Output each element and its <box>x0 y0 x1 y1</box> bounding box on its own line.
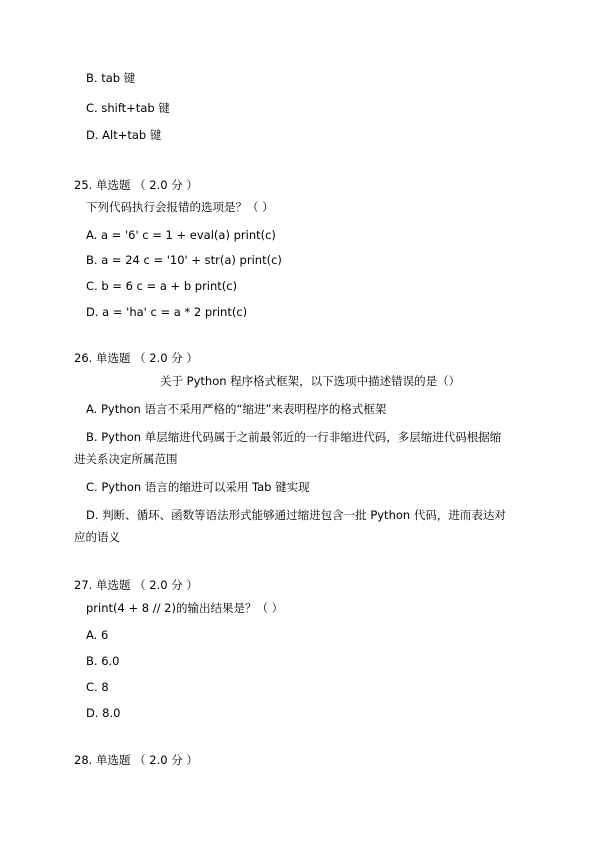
q27-stem: print(4 + 8 // 2)的输出结果是？（ ） <box>86 601 284 615</box>
q26-header: 26. 单选题 （ 2.0 分 ） <box>74 351 198 365</box>
q26-stem: 关于 Python 程序格式框架，以下选项中描述错误的是（） <box>160 374 461 388</box>
q25-option-d[interactable]: D. a = 'ha' c = a * 2 print(c) <box>86 305 248 319</box>
q24-option-d[interactable]: D. Alt+tab 键 <box>86 128 162 142</box>
q26-option-d-line1[interactable]: D. 判断、循环、函数等语法形式能够通过缩进包含一批 Python 代码，进而表达对 <box>86 508 506 522</box>
q25-header: 25. 单选题 （ 2.0 分 ） <box>74 178 198 192</box>
q26-option-b-line2[interactable]: 进关系决定所属范围 <box>74 452 178 466</box>
q25-stem: 下列代码执行会报错的选项是？（ ） <box>86 200 274 214</box>
q24-option-c[interactable]: C. shift+tab 键 <box>86 101 170 115</box>
q25-option-b[interactable]: B. a = 24 c = '10' + str(a) print(c) <box>86 253 282 267</box>
q28-header: 28. 单选题 （ 2.0 分 ） <box>74 753 198 767</box>
q26-option-c[interactable]: C. Python 语言的缩进可以采用 Tab 键实现 <box>86 480 310 494</box>
q27-option-c[interactable]: C. 8 <box>86 680 109 694</box>
q26-option-b-line1[interactable]: B. Python 单层缩进代码属于之前最邻近的一行非缩进代码，多层缩进代码根据缩 <box>86 430 502 444</box>
q26-option-a[interactable]: A. Python 语言不采用严格的“缩进”来表明程序的格式框架 <box>86 402 387 416</box>
q27-option-a[interactable]: A. 6 <box>86 628 109 642</box>
q25-option-c[interactable]: C. b = 6 c = a + b print(c) <box>86 279 238 293</box>
q27-header: 27. 单选题 （ 2.0 分 ） <box>74 578 198 592</box>
q27-option-d[interactable]: D. 8.0 <box>86 706 121 720</box>
q25-option-a[interactable]: A. a = '6' c = 1 + eval(a) print(c) <box>86 228 276 242</box>
q24-option-b[interactable]: B. tab 键 <box>86 71 136 85</box>
q27-option-b[interactable]: B. 6.0 <box>86 654 120 668</box>
q26-option-d-line2[interactable]: 应的语义 <box>74 530 120 544</box>
